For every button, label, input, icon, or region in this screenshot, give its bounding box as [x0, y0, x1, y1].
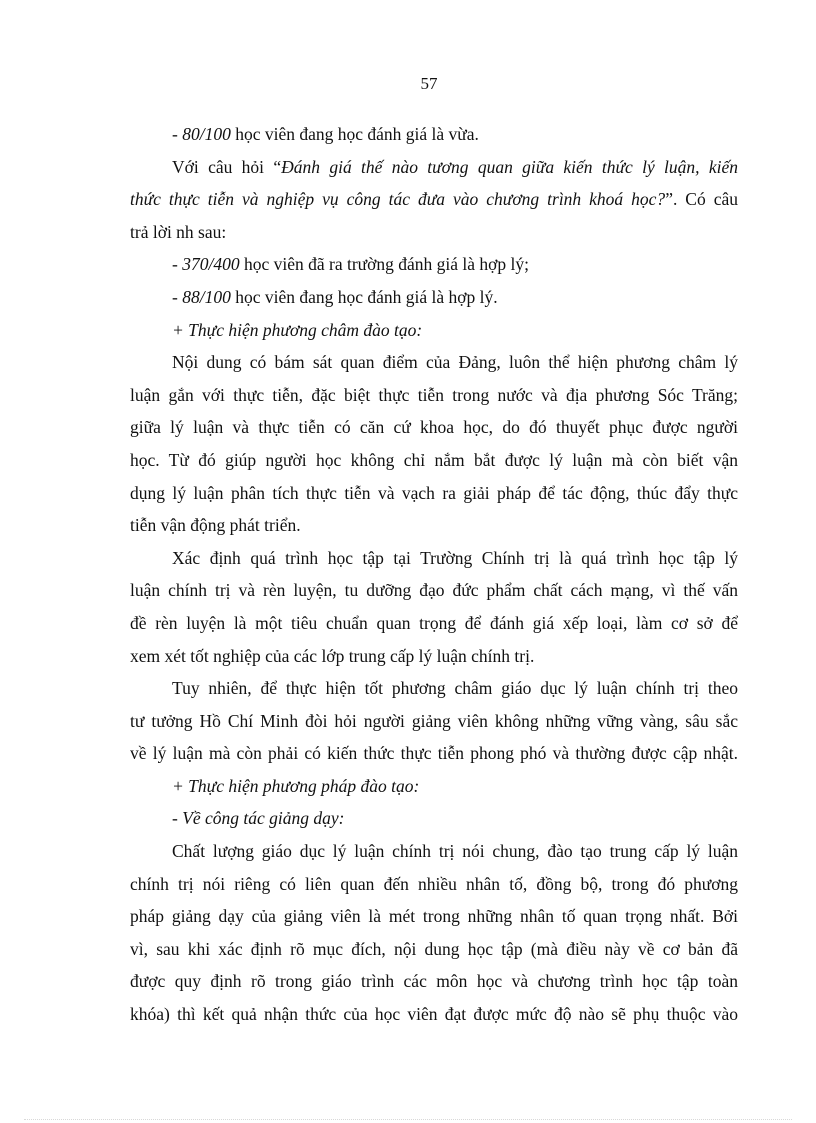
bullet-line — [172, 248, 738, 281]
paragraph-line: Tuy nhiên, để thực hiện tốt phương châm giáo dục lý luận chính trị theo — [172, 678, 738, 699]
line-text: học viên đang học đánh giá là hợp lý. — [230, 286, 498, 307]
section-heading: + Thực hiện phương châm đào tạo: — [172, 319, 423, 340]
page-bottom-rule — [24, 1119, 792, 1120]
paragraph-line: luận chính trị và rèn luyện, tu dưỡng đạo đức phẩm chất cách mạng, vì thế vấn — [130, 580, 738, 601]
line-text: học viên đang học đánh giá là vừa. — [230, 124, 479, 144]
bullet-value: - 88/100 — [172, 286, 231, 307]
paragraph-line — [130, 183, 738, 216]
page-number: 57 — [420, 74, 438, 93]
paragraph-line: chính trị nói riêng có liên quan đến nhiều nhân tố, đồng bộ, trong đó phương — [130, 873, 738, 894]
paragraph-line: luận gắn với thực tiễn, đặc biệt thực tiễn trong nước và địa phương Sóc Trăng; — [130, 384, 738, 405]
paragraph-line: pháp giảng dạy của giảng viên là mét trong những nhân tố quan trọng nhất. Bởi — [130, 906, 738, 927]
line-text: ”. Có câu — [665, 189, 738, 210]
paragraph-line — [172, 151, 738, 184]
line-text: trả lời nh sau: — [130, 221, 227, 242]
line-text: học viên đã ra trường đánh giá là hợp lý; — [239, 254, 530, 275]
paragraph-line: được quy định rõ trong giáo trình các môn học và chương trình học tập toàn — [130, 971, 738, 992]
paragraph-line: học. Từ đó giúp người học không chỉ nắm bắt được lý luận mà còn biết vận — [130, 449, 738, 470]
paragraph-line: Nội dung có bám sát quan điểm của Đảng, luôn thể hiện phương châm lý — [172, 352, 738, 373]
paragraph-line: tiễn vận động phát triển. — [130, 515, 301, 536]
line-text: Với câu hỏi “ — [172, 156, 282, 177]
quoted-question: Đánh giá thế nào tương quan giữa kiến thức lý luận, kiến — [281, 156, 738, 177]
bullet-line — [172, 281, 738, 314]
paragraph-line: đề rèn luyện là một tiêu chuẩn quan trọng để đánh giá xếp loại, làm cơ sở để — [130, 612, 738, 633]
paragraph-line: về lý luận mà còn phải có kiến thức thực tiễn phong phó và thường được cập nhật. — [130, 743, 738, 764]
paragraph-line: tư tưởng Hồ Chí Minh đòi hỏi người giảng viên không những vững vàng, sâu sắc — [130, 710, 738, 731]
bullet-value: - 370/400 — [172, 254, 240, 275]
paragraph-line: giữa lý luận và thực tiễn có căn cứ khoa học, do đó thuyết phục được người — [130, 417, 738, 438]
section-heading: + Thực hiện phương pháp đào tạo: — [172, 775, 420, 796]
section-subheading: - Về công tác giảng dạy: — [172, 808, 345, 829]
bullet-value: - 80/100 — [172, 124, 231, 144]
paragraph-line: xem xét tốt nghiệp của các lớp trung cấp lý luận chính trị. — [130, 645, 535, 666]
paragraph-line: Chất lượng giáo dục lý luận chính trị nói chung, đào tạo trung cấp lý luận — [172, 841, 738, 862]
quoted-question: thức thực tiễn và nghiệp vụ công tác đưa vào chương trình khoá học? — [130, 189, 666, 210]
paragraph-line: khóa) thì kết quả nhận thức của học viên đạt được mức độ nào sẽ phụ thuộc vào — [130, 1004, 738, 1025]
paragraph-line: Xác định quá trình học tập tại Trường Chính trị là quá trình học tập lý — [172, 547, 738, 568]
bullet-line — [172, 118, 738, 151]
paragraph-line — [130, 216, 738, 249]
document-body — [130, 118, 738, 1031]
paragraph-line: vì, sau khi xác định rõ mục đích, nội dung học tập (mà điều này về cơ bản đã — [130, 938, 738, 959]
paragraph-line: dụng lý luận phân tích thực tiễn và vạch ra giải pháp để tác động, thúc đẩy thực — [130, 482, 738, 503]
